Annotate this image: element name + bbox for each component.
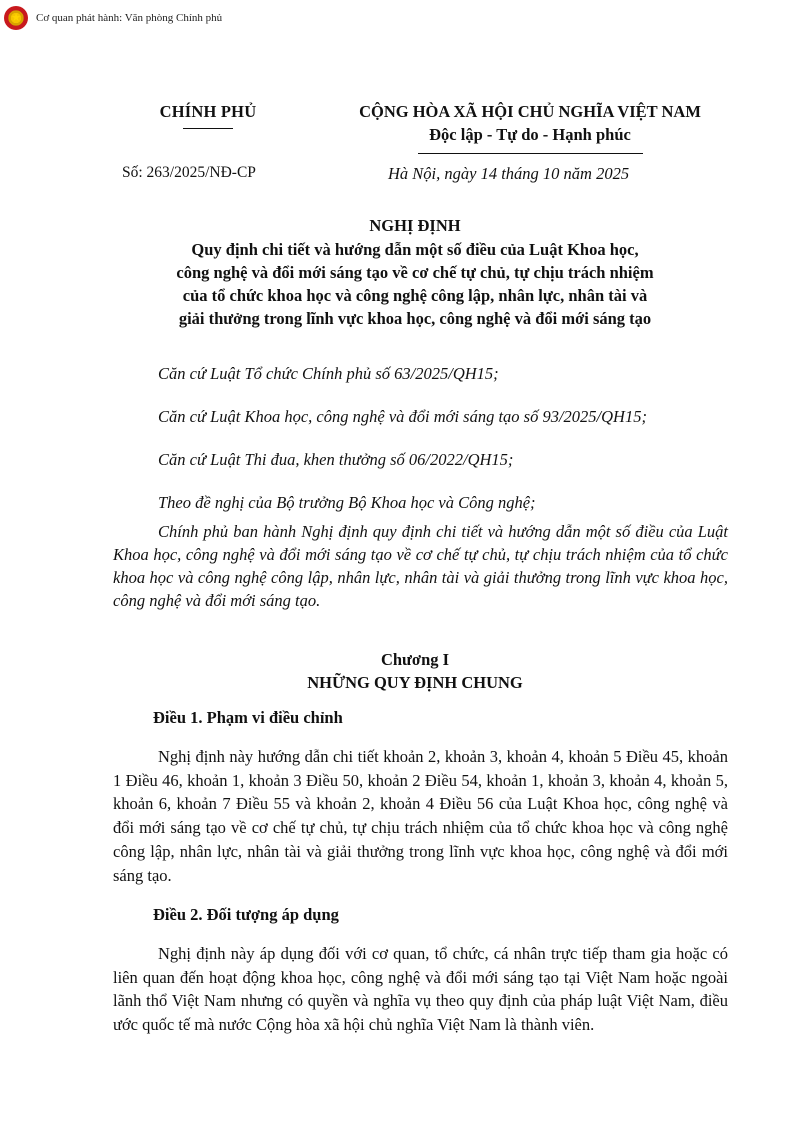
subject-line: Quy định chi tiết và hướng dẫn một số điều của Luật Khoa học,: [191, 240, 639, 259]
issuer-bar: [4, 6, 222, 30]
motto-underline: [418, 153, 643, 154]
chapter-number: Chương I: [380, 650, 450, 669]
document-number: Số: 263/2025/NĐ-CP: [122, 164, 256, 181]
national-motto: Độc lập - Tự do - Hạnh phúc: [429, 125, 631, 144]
document-type: NGHỊ ĐỊNH: [369, 216, 461, 235]
subject-line: công nghệ và đổi mới sáng tạo về cơ chế tự chủ, tự chịu trách nhiệm: [176, 263, 654, 282]
legal-basis-item: Căn cứ Luật Khoa học, công nghệ và đổi mới sáng tạo số 93/2025/QH15;: [158, 407, 647, 426]
article-2-title: Điều 2. Đối tượng áp dụng: [153, 905, 339, 924]
issuing-body-block: [118, 102, 298, 129]
article-2-body: Nghị định này áp dụng đối với cơ quan, tổ chức, cá nhân trực tiếp tham gia hoặc có liên quan đến hoạt động khoa học, công nghệ và đổi mới sáng tạo tại Việt Nam hoặc ngoài lãnh thổ Việt Nam nhưng có quyền và nghĩa vụ theo quy định của pháp luật Việt Nam, điều ước quốc tế mà nước Cộng hòa xã hội chủ nghĩa Việt Nam là thành viên.: [113, 944, 728, 1035]
subject-line: của tổ chức khoa học và công nghệ công lập, nhân lực, nhân tài và: [182, 286, 648, 305]
legal-basis-item: Căn cứ Luật Thi đua, khen thưởng số 06/2022/QH15;: [158, 450, 514, 469]
national-emblem-icon: ★: [4, 6, 28, 30]
chapter-heading: [100, 648, 730, 694]
legal-basis-item: Theo đề nghị của Bộ trưởng Bộ Khoa học và Công nghệ;: [158, 493, 536, 512]
promulgation-statement: Chính phủ ban hành Nghị định quy định chi tiết và hướng dẫn một số điều của Luật Khoa học, công nghệ và đổi mới sáng tạo về cơ chế tự chủ, tự chịu trách nhiệm của tổ chức khoa học và công nghệ công lập, nhân lực, nhân tài và giải thưởng trong lĩnh vực khoa học, công nghệ và đổi mới sáng tạo.: [113, 522, 728, 610]
national-title-block: [325, 102, 735, 154]
place-and-date: Hà Nội, ngày 14 tháng 10 năm 2025: [388, 164, 630, 183]
document-header: [0, 102, 800, 192]
subject-line: giải thưởng trong lĩnh vực khoa học, công nghệ và đổi mới sáng tạo: [178, 309, 652, 328]
issuing-body-underline: [183, 128, 233, 129]
legal-basis-item: Căn cứ Luật Tổ chức Chính phủ số 63/2025/QH15;: [158, 364, 499, 383]
issuer-text: Cơ quan phát hành: Văn phòng Chính phủ: [36, 12, 223, 24]
country-name: CỘNG HÒA XÃ HỘI CHỦ NGHĨA VIỆT NAM: [359, 102, 701, 121]
chapter-title: NHỮNG QUY ĐỊNH CHUNG: [307, 673, 523, 692]
document-subject: [100, 238, 730, 330]
document-title-block: [100, 216, 730, 330]
article-1-body: Nghị định này hướng dẫn chi tiết khoản 2, khoản 3, khoản 4, khoản 5 Điều 45, khoản 1 Điều 46, khoản 1, khoản 3 Điều 50, khoản 2 Điều 54, khoản 1, khoản 3, khoản 4, khoản 5, khoản 6, khoản 7 Điều 55 và khoản 2, khoản 4 Điều 56 của Luật Khoa học, công nghệ và đổi mới sáng tạo về cơ chế tự chủ, tự chịu trách nhiệm của tổ chức khoa học và công nghệ công lập, nhân lực, nhân tài và giải thưởng trong lĩnh vực khoa học, công nghệ và đổi mới sáng tạo.: [113, 747, 728, 885]
legal-bases: [158, 362, 728, 534]
issuing-body: CHÍNH PHỦ: [159, 102, 257, 121]
article-1-title: Điều 1. Phạm vi điều chỉnh: [153, 708, 343, 727]
